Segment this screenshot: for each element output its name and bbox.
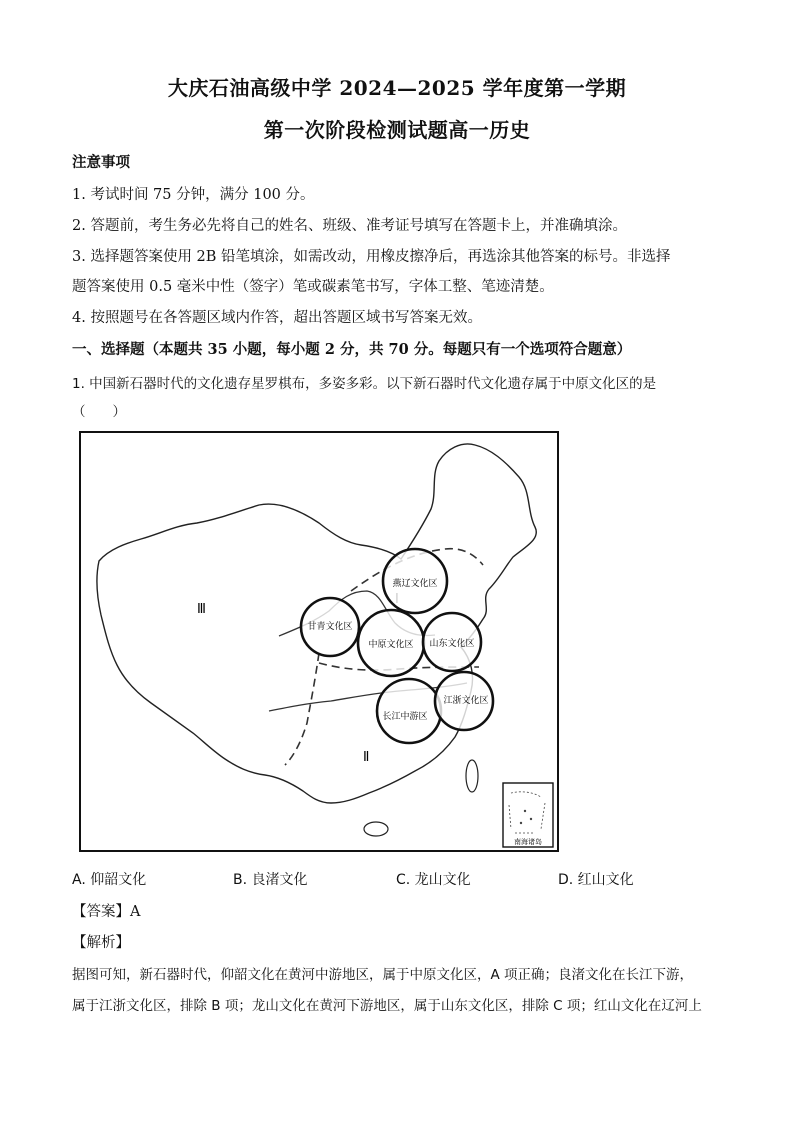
culture-label: 甘青文化区 xyxy=(307,622,353,632)
exam-subtitle: 第一次阶段检测试题高一历史 xyxy=(263,118,531,142)
question-bracket: （ ） xyxy=(72,404,126,420)
option-c: C. 龙山文化 xyxy=(396,872,471,888)
analysis-line: 属于江浙文化区，排除 B 项；龙山文化在黄河下游地区，属于山东文化区，排除 C 项；红山文化在辽河上 xyxy=(72,998,702,1014)
notice-item: 4. 按照题号在各答题区域内作答，超出答题区域书写答案无效。 xyxy=(72,310,482,326)
culture-label: 山东文化区 xyxy=(429,639,475,649)
notice-heading: 注意事项 xyxy=(72,154,130,171)
culture-label: 中原文化区 xyxy=(368,640,414,650)
changjiang-circle xyxy=(377,679,441,743)
culture-label: 燕辽文化区 xyxy=(392,579,438,589)
culture-label: 江浙文化区 xyxy=(443,696,489,706)
region-label: Ⅲ xyxy=(197,602,206,617)
analysis-heading: 【解析】 xyxy=(72,935,130,951)
culture-label: 长江中游区 xyxy=(382,712,428,722)
option-d: D. 红山文化 xyxy=(558,872,634,888)
option-a: A. 仰韶文化 xyxy=(72,872,147,888)
inset-label: 南海诸岛 xyxy=(514,838,542,846)
question-stem: 1. 中国新石器时代的文化遗存星罗棋布，多姿多彩。以下新石器时代文化遗存属于中原文化区的是 xyxy=(72,376,657,392)
section-heading: 一、选择题（本题共 35 小题，每小题 2 分，共 70 分。每题只有一个选项符合题意） xyxy=(72,341,632,358)
analysis-line: 据图可知，新石器时代，仰韶文化在黄河中游地区，属于中原文化区，A 项正确；良渚文化在长江下游， xyxy=(72,967,694,983)
notice-item: 2. 答题前，考生务必先将自己的姓名、班级、准考证号填写在答题卡上，并准确填涂。 xyxy=(72,218,627,234)
china-culture-map xyxy=(79,431,559,852)
region-label: Ⅱ xyxy=(363,750,370,765)
notice-item: 题答案使用 0.5 毫米中性（签字）笔或碳素笔书写，字体工整、笔迹清楚。 xyxy=(72,279,554,295)
notice-item: 1. 考试时间 75 分钟，满分 100 分。 xyxy=(72,187,315,203)
exam-title: 大庆石油高级中学 2024—2025 学年度第一学期 xyxy=(167,76,627,100)
answer: 【答案】A xyxy=(72,904,141,920)
notice-item: 3. 选择题答案使用 2B 铅笔填涂，如需改动，用橡皮擦净后，再选涂其他答案的标号。非选择 xyxy=(72,249,671,265)
option-b: B. 良渚文化 xyxy=(233,872,308,888)
